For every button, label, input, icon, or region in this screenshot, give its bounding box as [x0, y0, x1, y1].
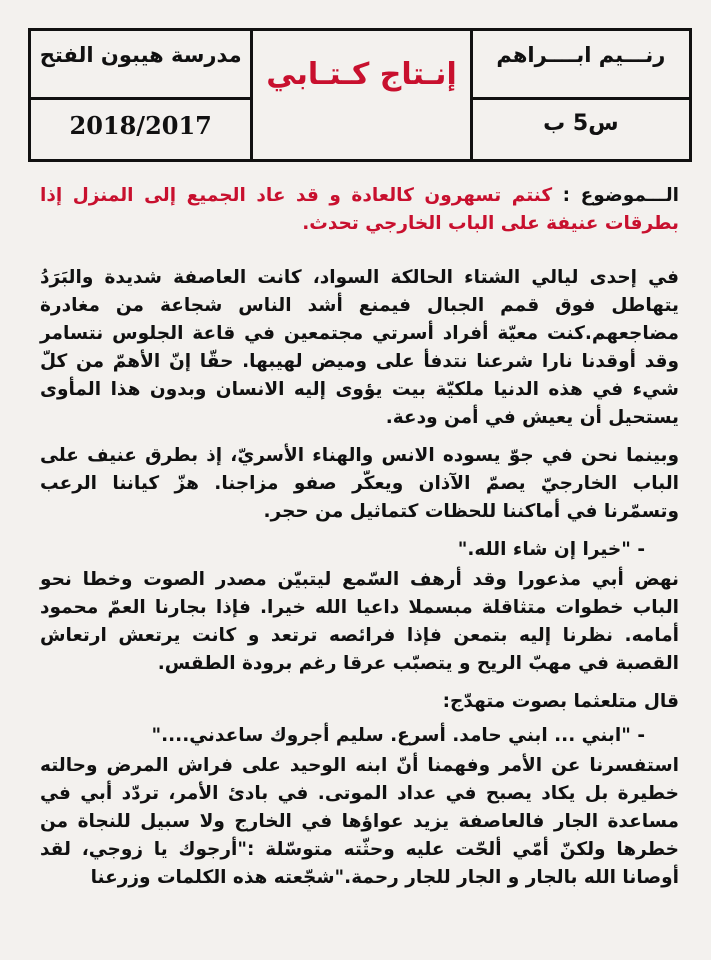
subject-label: الـــموضوع : — [562, 185, 679, 206]
header-table — [28, 28, 692, 162]
subject-text: كنتم تسهرون كالعادة و قد عاد الجميع إلى المنزل إذا بطرقات عنيفة على الباب الخارجي تحدث. — [40, 185, 679, 234]
subject — [40, 182, 679, 238]
paragraph: قال متلعثما بصوت متهدّج: — [442, 691, 679, 712]
paragraph: وبينما نحن في جوّ يسوده الانس والهناء الأسريّ، إذ بطرق عنيف على الباب الخارجيّ يصمّ الآذان ويعكّر صفو مزاجنا. هزّ كياننا الرعب وتسمّرنا في أماكننا للحظات كتماثيل من حجر. — [40, 445, 679, 522]
paragraph: استفسرنا عن الأمر وفهمنا أنّ ابنه الوحيد على فراش المرض وحالته خطيرة بل يكاد يصبح في عداد الموتى. في بادئ الأمر، تردّد أبي في مساعدة الجار فالعاصفة يزيد عواؤها في الخارج ولا سبيل للنجاة من خطرها ولكنّ أمّي ألحّت عليه وحثّته متوسّلة :"أرجوك يا زوجي، لقد أوصانا الله بالجار و الجار للجار رحمة."شجّعته هذه الكلمات وزرعنا — [40, 755, 679, 888]
divider — [31, 97, 250, 100]
document-title: إنـتاج كـتـابي — [266, 57, 457, 92]
student-cell — [470, 31, 689, 159]
dialogue-line: - "خيرا إن شاء الله." — [40, 536, 645, 564]
school-year: 2018/2017 — [69, 111, 212, 140]
divider — [473, 97, 689, 100]
title-cell — [250, 31, 469, 159]
dialogue-line: - "ابني ... ابني حامد. أسرع. سليم أجروك ساعدني...." — [40, 722, 645, 750]
school-name: مدرسة هيبون الفتح — [39, 43, 242, 67]
student-name: رنـــيم ابــــراهم — [496, 43, 666, 67]
school-cell — [31, 31, 250, 159]
paragraph: في إحدى ليالي الشتاء الحالكة السواد، كانت العاصفة شديدة والبَرَدُ يتهاطل فوق قمم الجبال فيمنع أشد الناس شجاعة من مغادرة مضاجعهم.كنت معيّة أفراد أسرتي مجتمعين في قاعة الجلوس نتسامر وقد أوقدنا نارا شرعنا نتدفأ على وميض لهيبها. حقّا إنّ الأهمّ من كلّ شيء في هذه الدنيا ملكيّة بيت يؤوى إليه الانسان وبدون هذا المأوى يستحيل أن يعيش في أمن ودعة. — [40, 267, 679, 428]
class-label: س5 ب — [543, 111, 619, 136]
document-body — [40, 172, 679, 902]
paragraph: نهض أبي مذعورا وقد أرهف السّمع ليتبيّن مصدر الصوت وخطا نحو الباب خطوات متثاقلة مبسملا داعيا الله خيرا. فإذا بجارنا العمّ محمود أمامه. نظرنا إليه بتمعن فإذا فرائصه ترتعد و كانت يرتعش ارتعاش القصبة في مهبّ الريح و يتصبّب عرقا رغم برودة الطقس. — [40, 569, 679, 674]
